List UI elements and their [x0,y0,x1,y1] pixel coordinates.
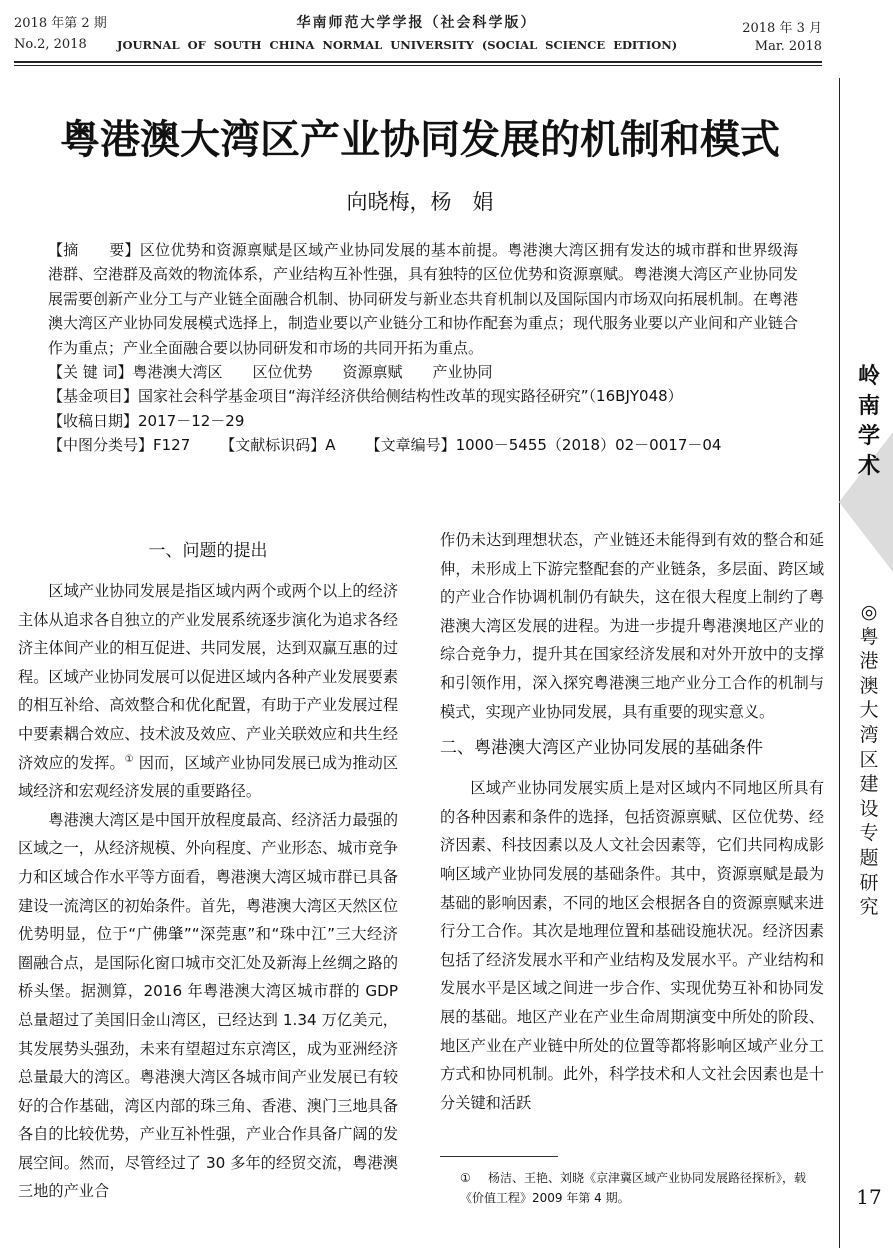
footnote-text: 杨洁、王艳、刘晓《京津冀区域产业协同发展路径探析》，载《价值工程》2009 年第 4 期。 [460,1171,807,1205]
column-name-vertical [852,362,886,482]
article-title: 粤港澳大湾区产业协同发展的机制和模式 [60,117,780,163]
body-right-column [440,526,824,1117]
footnote-ref[interactable]: ① [124,753,134,765]
fund-label: 【基金项目】 [48,387,139,406]
fund-text: 国家社会科学基金项目“海洋经济供给侧结构性改革的现实路径研究”（16BJY048） [138,387,683,406]
series-char: 港 [859,650,879,673]
received-line [48,409,798,433]
issue-number-cn: 2018 年第 2 期 [14,16,107,31]
header-rule-thin [14,65,822,66]
article-number: 1000－5455（2018）02－0017－04 [455,436,722,455]
column-name-char: 岭 [857,364,880,389]
series-char: 题 [859,846,879,869]
journal-name-en: JOURNAL OF SOUTH CHINA NORMAL UNIVERSITY (SOCIAL SCIENCE EDITION) [117,38,678,52]
series-char: 究 [859,896,879,919]
series-char: 区 [859,748,879,771]
series-char: 设 [859,797,879,820]
keywords-line [48,360,798,384]
column-name-char: 南 [857,394,880,419]
keywords-label: 【关 键 词】 [48,363,133,382]
received-label: 【收稿日期】 [48,411,139,430]
abstract-label: 【摘 要】 [48,241,140,259]
header-rule-thick [14,61,822,63]
doc-code: A [325,436,336,455]
received-date: 2017－12－29 [138,411,245,430]
journal-name-cn: 华南师范大学学报（社会科学版） [296,15,537,31]
body-left-column [18,531,398,1206]
paragraph-text: 区域产业协同发展是指区域内两个或两个以上的经济主体从追求各自独立的产业发展系统逐步演化为追求各经济主体间产业的相互促进、共同发展，达到双赢互惠的过程。区域产业协同发展可以促进区域内各种产业发展要素的相互补给、高效整合和优化配置，有助于产业发展过程中要素耦合效应、技术波及效应、产业关联效应和共生经济效应的发挥。 [18,582,398,772]
fund-line [48,384,798,408]
page-number: 17 [856,1185,882,1209]
series-name-vertical [852,600,886,920]
section-2-heading: 二、粤港澳大湾区产业协同发展的基础条件 [440,738,763,759]
footnote-rule [440,1156,558,1157]
series-char: 大 [859,699,879,722]
section-1-heading: 一、问题的提出 [148,541,268,561]
doc-code-label: 【文献标识码】 [220,436,326,455]
classification-line [48,433,798,457]
section-1-paragraph-2: 粤港澳大湾区是中国开放程度最高、经济活力最强的区域之一，从经济规模、外向程度、产业形态、城市竞争力和区域合作水平等方面看，粤港澳大湾区城市群已具备建设一流湾区的初始条件。首先，粤港澳大湾区天然区位优势明显，位于“广佛肇”“深莞惠”和“珠中江”三大经济圈融合点，是国际化窗口城市交汇处及新海上丝绸之路的桥头堡。据测算，2016 年粤港澳大湾区城市群的 GDP 总量超过了美国旧金山湾区，已经达到 1.34 万亿美元，其发展势头强劲，未来有望超过东京湾区，成为亚洲经济总量最大的湾区。粤港澳大湾区各城市间产业发展已有较好的合作基础，湾区内部的珠三角、香港、澳门三地具备各自的比较优势，产业互补性强，产业合作具备广阔的发展空间。然而，尽管经过了 30 多年的经贸交流，粤港澳三地的产业合 [18,810,398,1201]
issue-number-en: No.2, 2018 [14,37,87,52]
series-char: 粤 [859,625,879,648]
section-1-paragraph-1 [18,577,398,806]
abstract-text: 区位优势和资源禀赋是区域产业协同发展的基本前提。粤港澳大湾区拥有发达的城市群和世界级海港群、空港群及高效的物流体系，产业结构互补性强，具有独特的区位优势和资源禀赋。粤港澳大湾区产业协同发展需要创新产业分工与产业链全面融合机制、协同研发与新业态共育机制以及国际国内市场双向拓展机制。在粤港澳大湾区产业协同发展模式选择上，制造业要以产业链分工和协作配套为重点；现代服务业要以产业间和产业链合作为重点；产业全面融合要以协同研发和市场的共同开拓为重点。 [48,241,799,357]
series-char: 湾 [859,723,879,746]
series-char: 专 [859,822,879,845]
footnote [460,1168,824,1208]
abstract-block [48,238,798,458]
column-name-char: 学 [857,424,880,449]
series-char: 研 [859,871,879,894]
series-mark-icon: ◎ [860,601,878,623]
paragraph-text-tail: 因而，区域产业协同发展已成为推动区域经济和宏观经济发展的重要路径。 [18,753,399,801]
series-char: 澳 [859,674,879,697]
series-char: 建 [859,773,879,796]
article-number-label: 【文章编号】 [365,436,456,455]
publish-date-cn: 2018 年 3 月 [742,21,822,36]
keywords-text: 粤港澳大湾区 区位优势 资源禀赋 产业协同 [132,363,493,382]
clc-code: F127 [153,436,191,455]
section-2-paragraph-1: 区域产业协同发展实质上是对区域内不同地区所具有的各种因素和条件的选择，包括资源禀赋、区位优势、经济因素、科技因素以及人文社会因素等，它们共同构成影响区域产业协同发展的基础条件。其中，资源禀赋是最为基础的影响因素，不同的地区会根据各自的资源禀赋来进行分工合作。其次是地理位置和基础设施状况。经济因素包括了经济发展水平和产业结构及发展水平。产业结构和发展水平是区域之间进一步合作、实现优势互补和协同发展的基础。地区产业在产业生命周期演变中所处的阶段、地区产业在产业链中所处的位置等都将影响区域产业分工方式和协同机制。此外，科学技术和人文社会因素也是十分关键和活跃 [440,779,824,1112]
section-1-paragraph-2-continued: 作仍未达到理想状态，产业链还未能得到有效的整合和延伸，未形成上下游完整配套的产业链条，多层面、跨区域的产业合作协调机制仍有缺失，这在很大程度上制约了粤港澳大湾区发展的进程。为进一步提升粤港澳地区产业的综合竞争力，提升其在国家经济发展和对外开放中的支撑和引领作用，深入探究粤港澳三地产业分工合作的机制与模式，实现产业协同发展，具有重要的现实意义。 [440,531,824,721]
abstract [48,238,798,360]
sidebar-rule [839,78,840,1248]
footnote-mark: ① [460,1171,471,1185]
column-name-char: 术 [857,454,880,479]
clc-label: 【中图分类号】 [48,436,154,455]
article-authors: 向晓梅，杨 娟 [346,190,494,214]
publish-date-en: Mar. 2018 [754,39,822,54]
